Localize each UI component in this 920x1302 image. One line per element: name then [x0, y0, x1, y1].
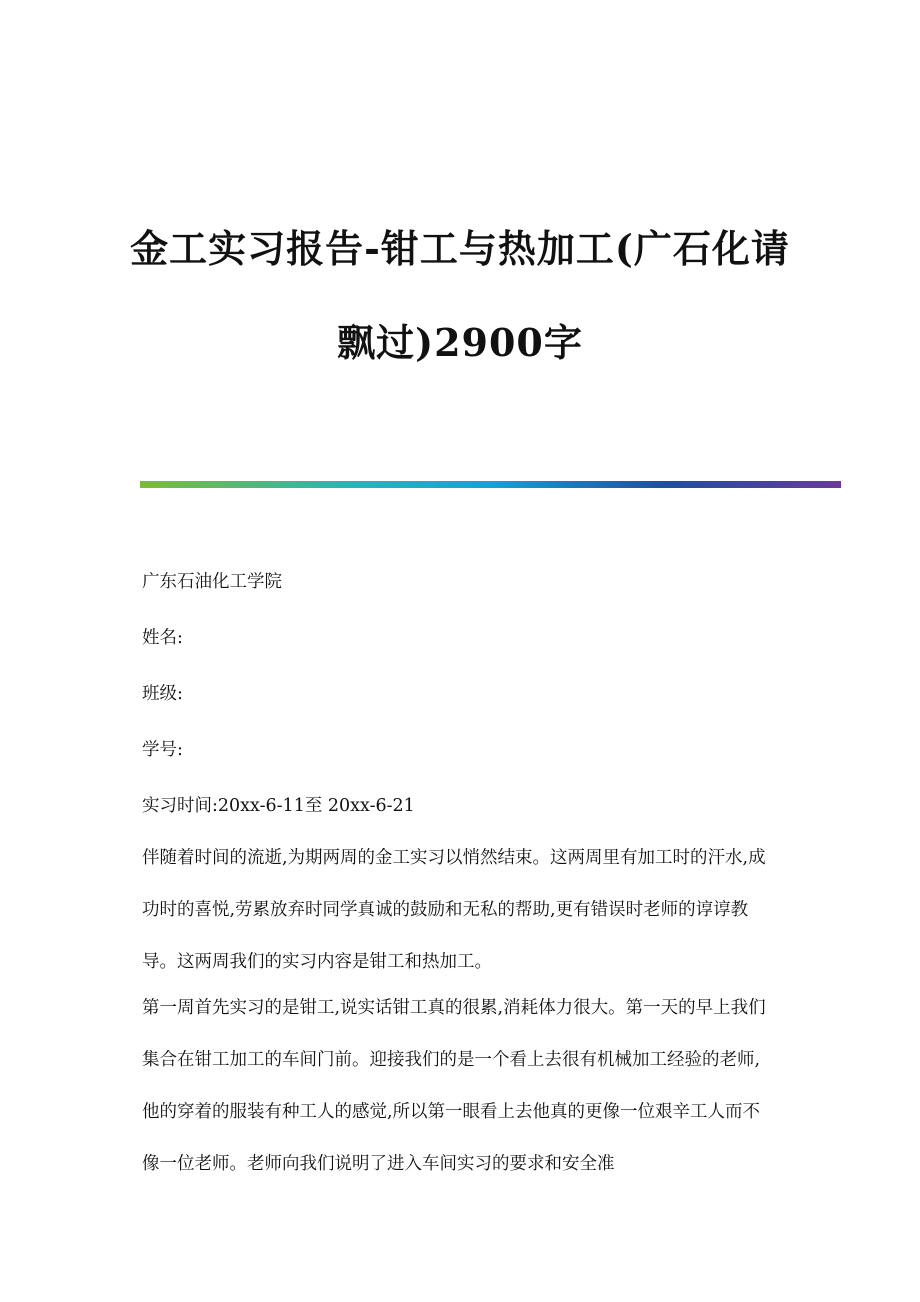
- student-id-label: 学号:: [142, 740, 183, 760]
- gradient-divider: [140, 481, 841, 488]
- document-title-line-1: 金工实习报告-钳工与热加工(广石化请: [130, 226, 790, 271]
- body-paragraph-2: 第一周首先实习的是钳工,说实话钳工真的很累,消耗体力很大。第一天的早上我们集合在钳工加工的车间门前。迎接我们的是一个看上去很有机械加工经验的老师,他的穿着的服装有种工人的感觉,所以第一眼看上去他真的更像一位艰辛工人而不像一位老师。老师向我们说明了进入车间实习的要求和安全准: [142, 998, 766, 1174]
- document-title-line-2: 飘过)2900字: [337, 320, 583, 365]
- name-label: 姓名:: [142, 628, 183, 648]
- internship-time: 实习时间:20xx-6-11至 20xx-6-21: [142, 796, 415, 816]
- class-label: 班级:: [142, 684, 183, 704]
- body-paragraph-1: 伴随着时间的流逝,为期两周的金工实习以悄然结束。这两周里有加工时的汗水,成功时的喜悦,劳累放弃时同学真诚的鼓励和无私的帮助,更有错误时老师的谆谆教导。这两周我们的实习内容是钳工和热加工。: [142, 848, 766, 972]
- school-name: 广东石油化工学院: [142, 572, 282, 592]
